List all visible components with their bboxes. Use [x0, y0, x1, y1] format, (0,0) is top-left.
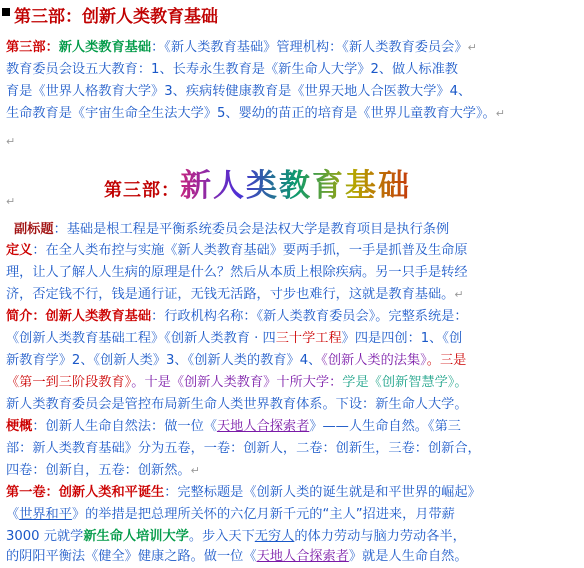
- pilcrow-mark: ↵: [467, 41, 477, 54]
- pilcrow-mark: ↵: [454, 288, 464, 301]
- intro-label-2: 新人类教育基础: [58, 40, 152, 55]
- volume1-text-3d: 的体力劳动与脑力劳动各半，: [294, 529, 466, 544]
- explorer-link-2[interactable]: 天地人合探索者: [256, 549, 349, 564]
- volume1-text-2a: 《: [6, 507, 20, 522]
- intro-line-2: 教育委员会设五大教育：1、长寿永生教育是《新生命人大学》2、做人标准教: [6, 62, 458, 77]
- volume1-line-2: [6, 504, 580, 526]
- definition-label: 定义: [6, 243, 33, 258]
- volume1-text-1: ：完整标题是《创新人类的诞生就是和平世界的崛起》: [164, 485, 481, 500]
- subtitle-line: [14, 219, 580, 241]
- page-heading: 第三部：创新人类教育基础: [14, 7, 218, 27]
- definition-line-1: [6, 240, 580, 262]
- outline-line-3: [6, 460, 580, 482]
- brief-text-3b: 《创新人类的法集》: [321, 353, 427, 368]
- volume1-label: 第一卷：创新人类和平诞生: [6, 485, 165, 500]
- volume1-text-3b: 新生命人培训大学: [83, 529, 189, 544]
- brief-line-4: [6, 372, 580, 394]
- outline-text-3: 四卷：创新自，五卷：创新然。: [6, 463, 191, 478]
- volume1-text-3u: 无穷人: [254, 529, 295, 544]
- brief-line-2: [6, 328, 580, 350]
- explorer-link[interactable]: 天地人合探索者: [217, 419, 310, 434]
- outline-text-1b: 》——人生命自然。《第三: [309, 419, 461, 434]
- definition-text-3: 济，否定钱不行，钱是通行证，无钱无活路，寸步也难行，这就是教育基础。: [6, 287, 455, 302]
- brief-text-4a: 《第一到三阶段教育》: [6, 375, 132, 390]
- intro-text-1: ：《新人类教育基础》管理机构：《新人类教育委员会》: [151, 40, 468, 55]
- brief-text-1: ：行政机构名称：《新人类教育委员会》。完整系统是：: [151, 309, 468, 324]
- brief-line-5: 新人类教育委员会是管控布局新生命人类世界教育体系。下设：新生命人大学。: [6, 397, 468, 412]
- brief-text-2c: 》四是四创：1、《创: [341, 331, 463, 346]
- pilcrow-mark: ↵: [495, 107, 505, 120]
- brief-label-2: ：创新人类教育基础: [32, 309, 152, 324]
- volume1-line-1: [6, 482, 580, 504]
- pilcrow-mark: ↵: [6, 135, 16, 148]
- brief-label: 简介: [6, 309, 33, 324]
- banner-title: 新人类教育基础: [180, 168, 411, 204]
- definition-line-3: [6, 284, 580, 306]
- brief-text-3a: 新教育学》2、《创新人类》3、《创新人类的教育》4、: [6, 353, 322, 368]
- volume1-text-3a: 3000 元就学: [6, 529, 84, 544]
- heading-bullet-icon: [2, 8, 10, 16]
- empty-line: [6, 190, 580, 209]
- brief-text-2b: 三十学工程: [275, 331, 342, 346]
- intro-line-3: 育是《世界人格教育大学》3、疾病转健康教育是《世界天地人合医教大学》4、: [6, 84, 472, 99]
- volume1-line-4: [6, 546, 580, 568]
- brief-line-3: [6, 350, 580, 372]
- brief-text-4b: 。十是《创新人类教育》十所大学：: [131, 375, 343, 390]
- outline-label: 梗概: [6, 419, 33, 434]
- outline-line-2: 部：新人类教育基础》分为五卷，一卷：创新人，二卷：创新生，三卷：创新合，: [6, 441, 481, 456]
- pilcrow-mark: ↵: [190, 464, 200, 477]
- subtitle-label: 副标题: [14, 222, 54, 237]
- brief-line-1: [6, 306, 580, 328]
- definition-text-1: ：在全人类布控与实施《新人类教育基础》要两手抓，一手是抓普及生命原: [32, 243, 468, 258]
- empty-line: [6, 130, 580, 149]
- brief-text-2a: 《创新人类教育基础工程》《创新人类教育 · 四: [6, 331, 276, 346]
- pilcrow-mark: ↵: [6, 195, 16, 208]
- intro-label-colon: ：: [45, 40, 59, 55]
- brief-text-3c: 。三是: [426, 353, 467, 368]
- intro-line-1: [6, 37, 580, 58]
- outline-line-1: [6, 416, 580, 438]
- intro-label: 第三部: [6, 40, 46, 55]
- volume1-text-4b: 》就是人生命自然。: [348, 549, 468, 564]
- intro-line-4: [6, 103, 580, 124]
- outline-text-1a: ：创新人生命自然法：做一位《: [32, 419, 217, 434]
- world-peace-link[interactable]: 世界和平: [19, 507, 72, 522]
- intro-text-4: 生命教育是《宇宙生命全生法大学》5、婴幼的苗正的培育是《世界儿童教育大学》。: [6, 106, 496, 121]
- definition-line-2: 理，让人了解人人生病的原理是什么？然后从本质上根除疾病。另一只手是转经: [6, 265, 468, 280]
- volume1-text-4a: 的阴阳平衡法《健全》健康之路。做一位《: [6, 549, 257, 564]
- volume1-line-3: [6, 526, 580, 548]
- volume1-text-3c: 。步入天下: [188, 529, 255, 544]
- subtitle-text: ：基础是根工程是平衡系统委员会是法权大学是教育项目是执行条例: [53, 222, 450, 237]
- brief-text-4c: 学是《创新智慧学》。: [342, 375, 468, 390]
- volume1-text-2b: 》的举措是把总理所关怀的六亿月新千元的“主人”招进来，月带薪: [71, 507, 455, 522]
- banner-part: 第三部：: [104, 180, 180, 201]
